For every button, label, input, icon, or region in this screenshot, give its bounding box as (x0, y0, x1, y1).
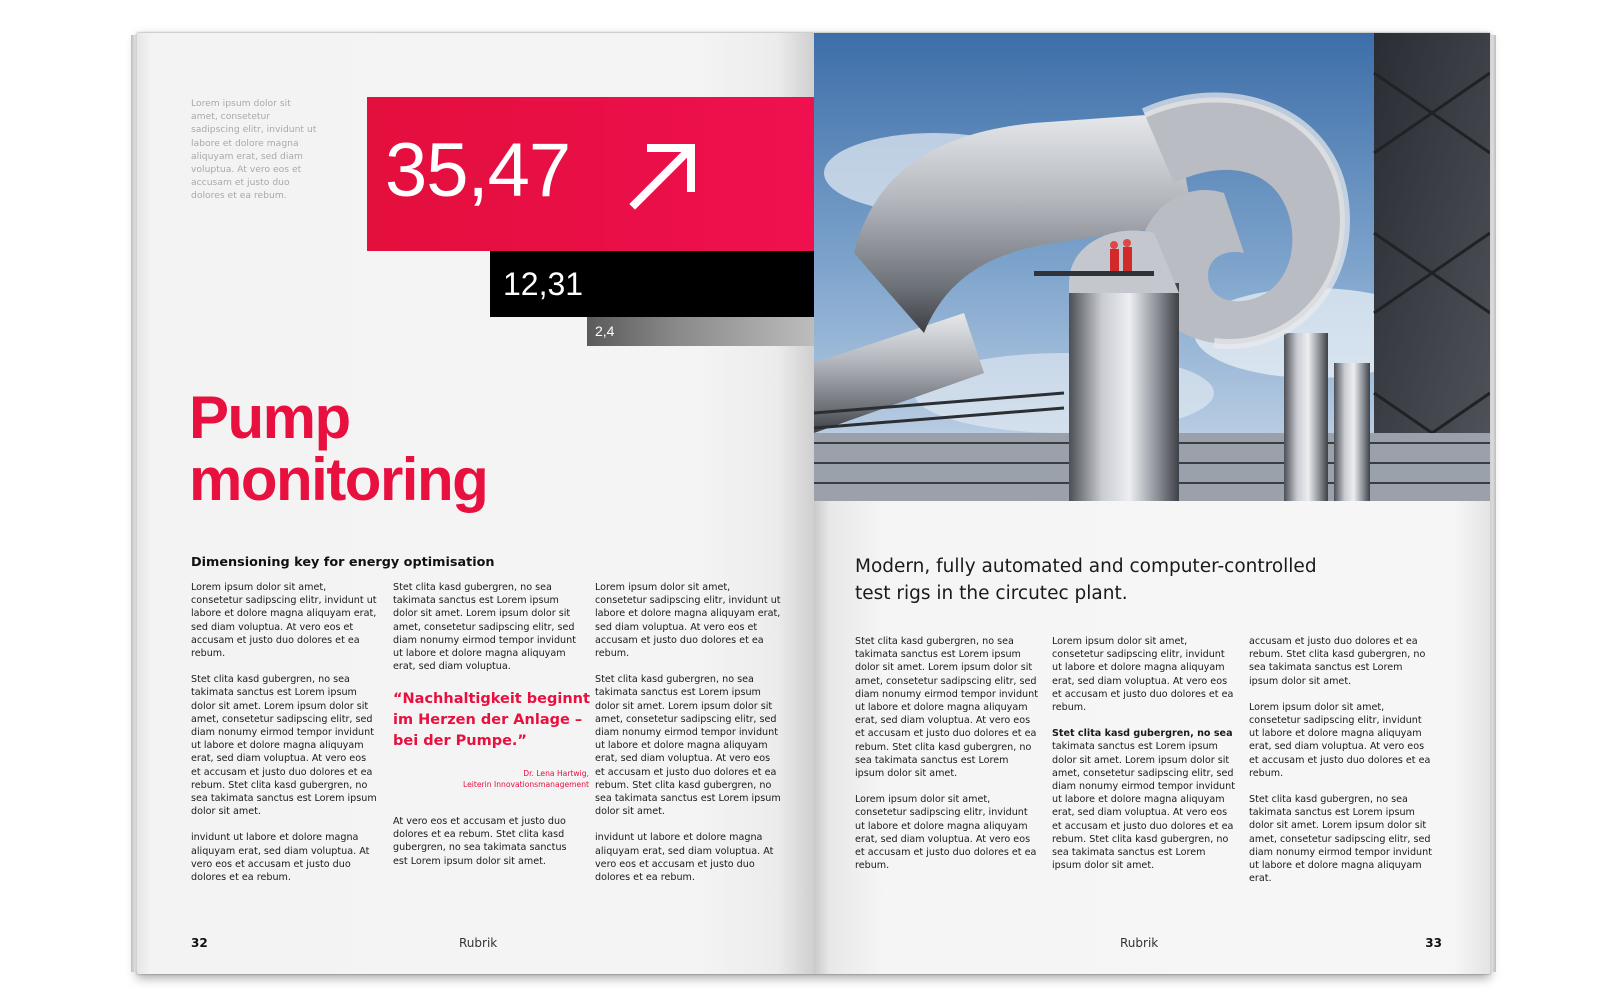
paragraph: Lorem ipsum dolor sit amet, consetetur sadipscing elitr, invidunt ut labore et dolore magna aliquyam erat, sed diam voluptua. At vero eos et accusam et justo duo dolores et ea rebum. (855, 794, 1037, 872)
subheading: Dimensioning key for energy optimisation (191, 555, 495, 570)
stat-tertiary-value: 2,4 (595, 323, 615, 339)
photo-illustration (814, 33, 1490, 501)
section-label-right: Rubrik (1120, 936, 1159, 950)
industrial-pipes-photo (814, 33, 1490, 501)
text-column-2 (393, 581, 579, 686)
paragraph: accusam et justo duo dolores et ea rebum. Stet clita kasd gubergren, no sea takimata sanctus est Lorem ipsum dolor sit amet. (1249, 636, 1426, 687)
paragraph: takimata sanctus est Lorem ipsum dolor sit amet. Lorem ipsum dolor sit amet, consetetur sadipscing elitr, sed diam nonumy eirmod tempor invidunt ut labore et dolore magna aliquyam erat, sed diam voluptua. At vero eos et accusam et justo duo dolores et ea rebum. Stet clita kasd gubergren, no sea takimata sanctus est Lorem ipsum dolor sit amet. (1052, 741, 1235, 872)
quote-author-role: Leiterin Innovationsmanagement (462, 779, 589, 789)
stat-primary-block (367, 97, 814, 251)
paragraph: invidunt ut labore et dolore magna aliquyam erat, sed diam voluptua. At vero eos et accusam et justo duo dolores et ea rebum. (595, 832, 774, 884)
text-column-1 (191, 581, 377, 897)
section-label-left: Rubrik (459, 936, 498, 950)
page-number-right: 33 (1425, 936, 1442, 950)
paragraph: Lorem ipsum dolor sit amet, consetetur sadipscing elitr, invidunt ut labore et dolore magna aliquyam erat, sed diam voluptua. At vero eos et accusam et justo duo dolores et ea rebum. (595, 582, 781, 660)
right-text-column-1 (855, 635, 1039, 885)
stat-secondary-block (490, 251, 814, 317)
title-line-2: monitoring (189, 446, 488, 513)
paragraph: Stet clita kasd gubergren, no sea takimata sanctus est Lorem ipsum dolor sit amet. Lorem ipsum dolor sit amet, consetetur sadipscing elitr, sed diam nonumy eirmod tempor invidunt ut labore et dolore magna aliquyam erat, sed diam voluptua. At vero eos et accusam et justo duo dolores et ea rebum. Stet clita kasd gubergren, no sea takimata sanctus est Lorem ipsum dolor sit amet. (855, 636, 1038, 780)
stat-primary-value: 35,47 (385, 128, 571, 213)
stat-secondary-value: 12,31 (503, 266, 584, 302)
paragraph: Stet clita kasd gubergren, no sea takimata sanctus est Lorem ipsum dolor sit amet. Lorem ipsum dolor sit amet, consetetur sadipscing elitr, sed diam nonumy eirmod tempor invidunt ut labore et dolore magna aliquyam erat, sed diam voluptua. (393, 582, 576, 673)
quote-author (393, 769, 589, 790)
paragraph: Lorem ipsum dolor sit amet, consetetur sadipscing elitr, invidunt ut labore et dolore magna aliquyam erat, sed diam voluptua. At vero eos et accusam et justo duo dolores et ea rebum. (1052, 636, 1234, 714)
paragraph: Stet clita kasd gubergren, no sea takimata sanctus est Lorem ipsum dolor sit amet. Lorem ipsum dolor sit amet, consetetur sadipscing elitr, sed diam nonumy eirmod tempor invidunt ut labore et dolore magna aliquyam erat, sed diam voluptua. At vero eos et accusam et justo duo dolores et ea rebum. Stet clita kasd gubergren, no sea takimata sanctus est Lorem ipsum dolor sit amet. (191, 674, 377, 818)
right-text-column-2 (1052, 635, 1236, 885)
right-text-column-3 (1249, 635, 1433, 898)
page-number-left: 32 (191, 936, 208, 950)
quote-author-name: Dr. Lena Hartwig, (523, 769, 589, 778)
paragraph: Stet clita kasd gubergren, no sea takimata sanctus est Lorem ipsum dolor sit amet. Lorem ipsum dolor sit amet, consetetur sadipscing elitr, sed diam nonumy eirmod tempor invidunt ut labore et dolore magna aliquyam erat. (1249, 794, 1432, 885)
page-title (189, 384, 609, 513)
lead-text: Modern, fully automated and computer-controlled test rigs in the circutec plant. (855, 556, 1317, 604)
paragraph: Lorem ipsum dolor sit amet, consetetur sadipscing elitr, invidunt ut labore et dolore magna aliquyam erat, sed diam voluptua. At vero eos et accusam et justo duo dolores et ea rebum. (1249, 701, 1431, 779)
right-page (814, 33, 1490, 974)
paragraph: Lorem ipsum dolor sit amet, consetetur sadipscing elitr, invidunt ut labore et dolore magna aliquyam erat, sed diam voluptua. At vero eos et accusam et justo duo dolores et ea rebum. (191, 582, 377, 660)
bold-paragraph-lead: Stet clita kasd gubergren, no sea (1052, 728, 1233, 740)
text-column-3 (595, 581, 781, 897)
text-column-2-bottom: At vero eos et accusam et justo duo dolores et ea rebum. Stet clita kasd gubergren, no sea takimata sanctus est Lorem ipsum dolor sit amet. (393, 816, 567, 867)
magazine-spread (137, 33, 1490, 974)
arrow-up-right-icon (629, 140, 699, 210)
paragraph: invidunt ut labore et dolore magna aliquyam erat, sed diam voluptua. At vero eos et accusam et justo duo dolores et ea rebum. (191, 832, 370, 884)
stat-tertiary-block (587, 317, 814, 346)
left-page (137, 33, 814, 974)
pull-quote: “Nachhaltigkeit beginnt im Herzen der Anlage – bei der Pumpe.” (393, 691, 590, 749)
intro-text: Lorem ipsum dolor sit amet, consetetur sadipscing elitr, invidunt ut labore et dolore magna aliquyam erat, sed diam voluptua. At vero eos et accusam et justo duo dolores et ea rebum. (191, 98, 317, 202)
title-line-1: Pump (189, 384, 350, 451)
page-stack-edge-right (1490, 35, 1496, 972)
paragraph: Stet clita kasd gubergren, no sea takimata sanctus est Lorem ipsum dolor sit amet. Lorem ipsum dolor sit amet, consetetur sadipscing elitr, sed diam nonumy eirmod tempor invidunt ut labore et dolore magna aliquyam erat, sed diam voluptua. At vero eos et accusam et justo duo dolores et ea rebum. Stet clita kasd gubergren, no sea takimata sanctus est Lorem ipsum dolor sit amet. (595, 674, 781, 818)
